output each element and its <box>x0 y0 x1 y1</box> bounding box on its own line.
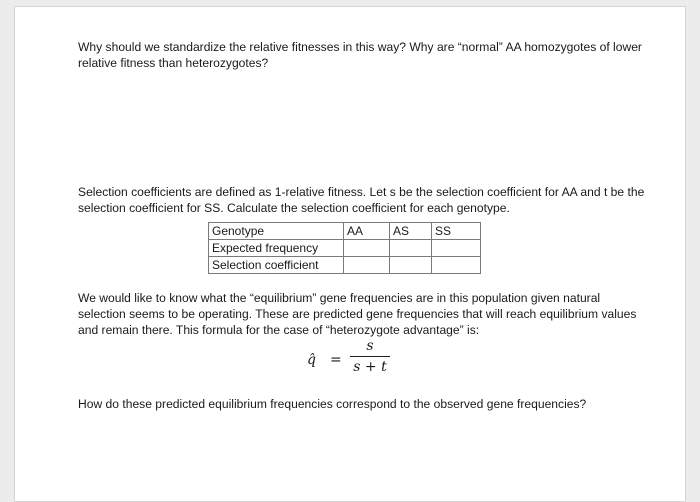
cell-expected-as[interactable] <box>390 240 432 257</box>
formula-q-hat: q̂ <box>307 352 316 368</box>
cell-expected-ss[interactable] <box>432 240 481 257</box>
formula-equals: = <box>330 352 342 368</box>
cell-expected-aa[interactable] <box>344 240 390 257</box>
question-standardize-fitness: Why should we standardize the relative fitnesses in this way? Why are “normal” AA homozygotes of lower relative fitness than heterozygotes? <box>78 40 642 70</box>
document-page <box>14 6 686 502</box>
formula-denominator: s + t <box>353 359 387 375</box>
header-ss: SS <box>432 223 481 240</box>
genotype-table <box>208 222 481 274</box>
cell-selection-ss[interactable] <box>432 257 481 274</box>
fraction-bar <box>350 356 390 357</box>
formula-numerator: s <box>366 338 374 354</box>
cell-selection-aa[interactable] <box>344 257 390 274</box>
table-row <box>209 240 481 257</box>
table-row <box>209 257 481 274</box>
row-label-expected-frequency: Expected frequency <box>209 240 344 257</box>
formula-fraction <box>350 337 390 376</box>
selection-coefficient-instructions: Selection coefficients are defined as 1-relative fitness. Let s be the selection coefficient for AA and t be the selection coefficient for SS. Calculate the selection coefficient for each genotype. <box>78 185 645 215</box>
question-observed-frequencies: How do these predicted equilibrium frequencies correspond to the observed gene frequencies? <box>78 397 587 411</box>
header-aa: AA <box>344 223 390 240</box>
table-header-row <box>209 223 481 240</box>
header-genotype: Genotype <box>209 223 344 240</box>
row-label-selection-coefficient: Selection coefficient <box>209 257 344 274</box>
equilibrium-explanation: We would like to know what the “equilibrium” gene frequencies are in this population given natural selection seems to be operating. These are predicted gene frequencies that will reach equilibrium values and remain there. This formula for the case of “heterozygote advantage” is: <box>78 291 637 337</box>
cell-selection-as[interactable] <box>390 257 432 274</box>
equilibrium-formula <box>307 337 417 385</box>
header-as: AS <box>390 223 432 240</box>
